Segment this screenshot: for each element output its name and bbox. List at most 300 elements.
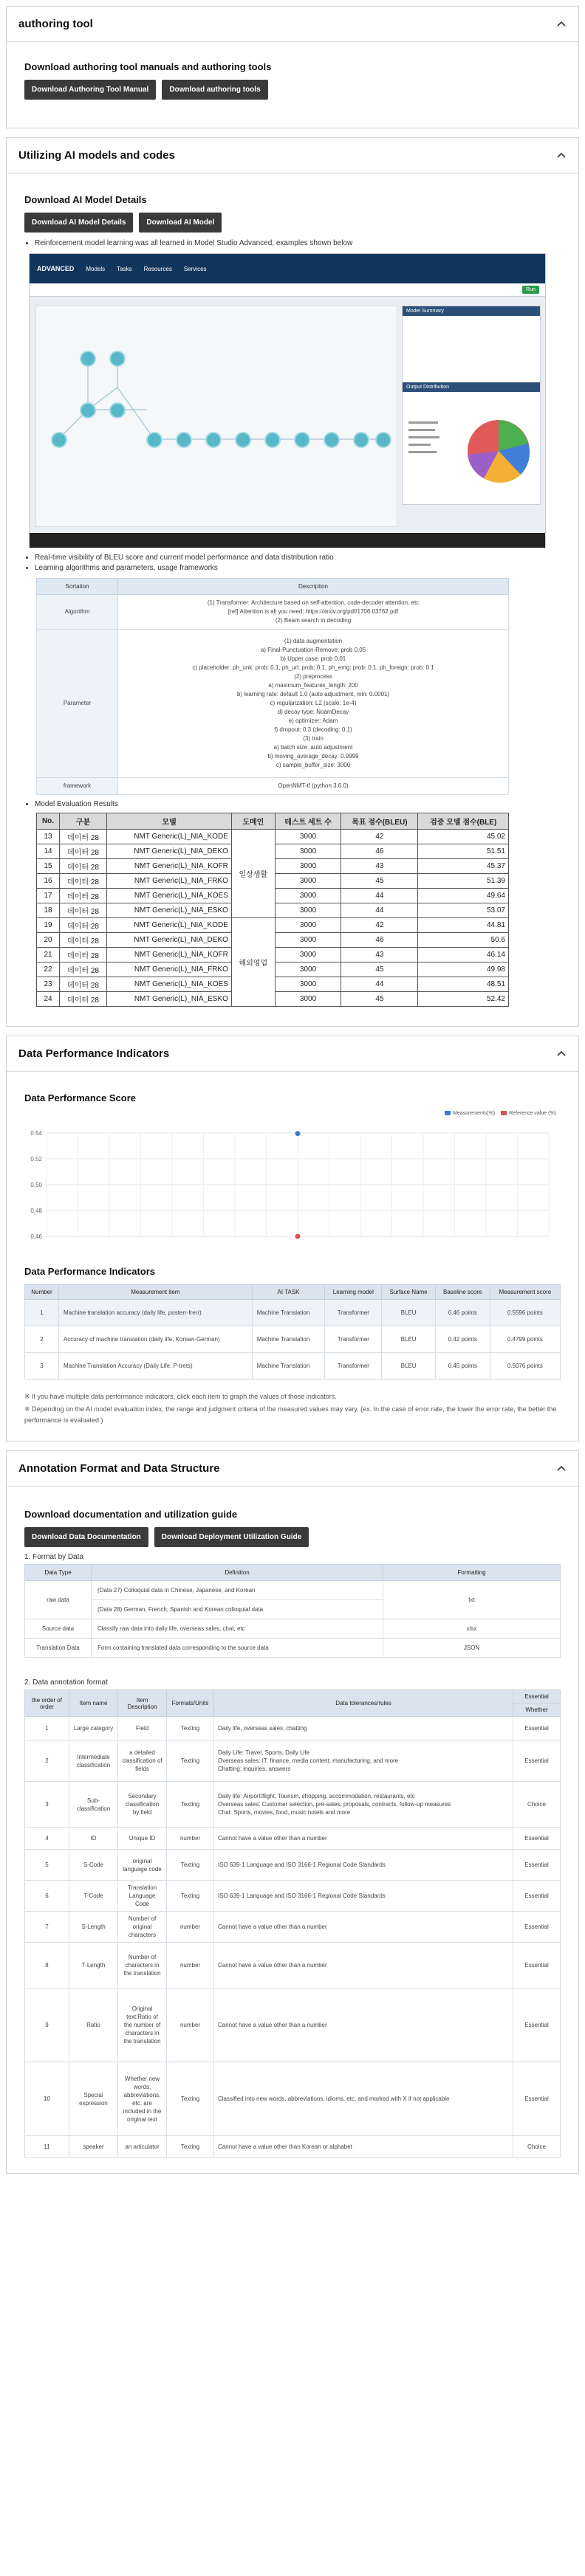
table-cell: Original text:Ratio of the number of characters in the translation <box>118 1988 167 2062</box>
table-cell: 10 <box>25 2062 69 2136</box>
table-cell: Intermediate classification <box>69 1740 118 1782</box>
section-header[interactable] <box>7 7 578 42</box>
table-row <box>37 830 509 844</box>
cell-score: 50.6 <box>418 933 509 948</box>
cell-testset: 3000 <box>275 918 341 933</box>
cell-testset: 3000 <box>275 830 341 844</box>
cell-target: 44 <box>341 977 418 992</box>
chart-legend <box>445 1111 556 1116</box>
table-cell: Large category <box>69 1717 118 1740</box>
table-cell: Transformer <box>325 1300 382 1326</box>
cell-group: 데이터 28 <box>60 948 107 962</box>
col-header: Item Description <box>118 1690 167 1717</box>
cell-score: 53.07 <box>418 903 509 918</box>
table-cell: Essential <box>513 1850 561 1881</box>
table-cell: Essential <box>513 1828 561 1850</box>
table-cell: number <box>167 1912 214 1943</box>
y-tick-label: 0.48 <box>30 1208 42 1214</box>
cell-group: 데이터 28 <box>60 977 107 992</box>
table-cell: Texting <box>167 2062 214 2136</box>
cell-target: 42 <box>341 830 418 844</box>
table-cell: a detailed classification of fields <box>118 1740 167 1782</box>
cell-score: 45.37 <box>418 859 509 874</box>
cell-model: NMT Generic(L)_NIA_FRKO <box>107 962 232 977</box>
cell-domain: 일상생활 <box>231 830 275 918</box>
param-line: c) sample_buffer_size: 3000 <box>276 762 351 768</box>
table-row[interactable] <box>25 1300 561 1326</box>
algo-line: (1) Transformer: Architecture based on self-attention, code-decoder attention, etc <box>207 599 420 606</box>
table-cell: Choice <box>513 2136 561 2158</box>
table-cell: Whether new words, abbreviations, etc. are included in the original text <box>118 2062 167 2136</box>
cell-model: NMT Generic(L)_NIA_DEKO <box>107 844 232 859</box>
table-cell: 0.42 points <box>435 1326 490 1353</box>
table-row <box>25 1881 561 1912</box>
download-ai-model-button[interactable]: Download AI Model <box>139 213 222 233</box>
cell-score: 45.02 <box>418 830 509 844</box>
table-cell: speaker <box>69 2136 118 2158</box>
section-header[interactable] <box>7 138 578 173</box>
cell-group: 데이터 28 <box>60 874 107 889</box>
ai-models-section <box>6 137 579 1027</box>
cell-model: NMT Generic(L)_NIA_KODE <box>107 918 232 933</box>
format-label: 1. Format by Data <box>24 1553 84 1561</box>
table-row <box>25 2136 561 2158</box>
cell-no: 22 <box>37 962 60 977</box>
chevron-up-icon[interactable] <box>556 19 567 30</box>
col-header: 검증 모델 점수(BLE) <box>418 813 509 830</box>
cell-score: 48.51 <box>418 977 509 992</box>
cell-target: 45 <box>341 874 418 889</box>
table-row <box>25 1717 561 1740</box>
col-header: No. <box>37 813 60 830</box>
table-cell: Machine Translation Accuracy (Daily Life, P-trets) <box>58 1353 252 1380</box>
table-cell: Texting <box>167 1740 214 1782</box>
cell-target: 46 <box>341 933 418 948</box>
model-summary-panel <box>402 306 541 505</box>
col-header: Measurement score <box>490 1285 560 1300</box>
reference-point[interactable] <box>295 1234 301 1239</box>
table-cell: Essential <box>513 1717 561 1740</box>
table-row <box>25 1740 561 1782</box>
authoring-tool-section <box>6 6 579 128</box>
col-header: Data Type <box>25 1565 92 1581</box>
cell-no: 17 <box>37 889 60 903</box>
studio-logo: ADVANCED <box>37 265 75 272</box>
cell-group: 데이터 28 <box>60 918 107 933</box>
cell-group: 데이터 28 <box>60 830 107 844</box>
table-cell: S-Code <box>69 1850 118 1881</box>
fmt-type: Translation Data <box>25 1639 92 1658</box>
legend-label: Measurements(%) <box>453 1111 496 1116</box>
col-header: AI TASK <box>252 1285 325 1300</box>
table-cell: Cannot have a value other than a number <box>214 1988 513 2062</box>
pipeline-node <box>80 351 96 367</box>
cell-model: NMT Generic(L)_NIA_ESKO <box>107 992 232 1007</box>
score-title: Data Performance Score <box>24 1092 137 1103</box>
table-cell: 1 <box>25 1717 69 1740</box>
param-line: f) dropout: 0.3 (decoding: 0.1) <box>274 726 352 733</box>
fmt-type: Source data <box>25 1619 92 1639</box>
col-description: Description <box>118 579 509 595</box>
cell-testset: 3000 <box>275 874 341 889</box>
table-cell: Texting <box>167 1782 214 1828</box>
pipeline-node <box>205 432 222 448</box>
table-cell: Transformer <box>325 1353 382 1380</box>
col-header: 구분 <box>60 813 107 830</box>
table-row <box>25 1850 561 1881</box>
table-cell: ISO 639-1 Language and ISO 3166-1 Regional Code Standards <box>214 1850 513 1881</box>
legend-swatch <box>501 1111 507 1115</box>
table-row <box>25 1988 561 2062</box>
pipeline-node <box>80 402 96 419</box>
col-header: Formats/Units <box>167 1690 214 1717</box>
table-row <box>37 918 509 933</box>
chevron-up-icon[interactable] <box>556 1464 567 1474</box>
chart-svg <box>24 1111 556 1251</box>
table-cell: BLEU <box>382 1353 435 1380</box>
cell-model: NMT Generic(L)_NIA_DEKO <box>107 933 232 948</box>
table-cell: ISO 639-1 Language and ISO 3166-1 Regional Code Standards <box>214 1881 513 1912</box>
table-cell: Machine translation accuracy (daily life, posterr-frerr) <box>58 1300 252 1326</box>
y-tick-label: 0.54 <box>30 1130 42 1137</box>
bullet-rl: • Reinforcement model learning was all learned in Model Studio Advanced, examples shown below <box>35 238 561 249</box>
cell-domain: 해외영업 <box>231 918 275 1007</box>
cell-group: 데이터 28 <box>60 992 107 1007</box>
table-cell: Cannot have a value other than a number <box>214 1912 513 1943</box>
table-cell: 7 <box>25 1912 69 1943</box>
download-manual-button[interactable]: Download Authoring Tool Manual <box>24 80 156 100</box>
table-cell: original language code <box>118 1850 167 1881</box>
note-2: ※ Depending on the AI model evaluation index, the range and judgment criteria of the measured values may vary. (ex. In the case of error rate, the lower the error rate, the better the performance is evaluated.) <box>24 1405 557 1424</box>
col-header: 테스트 세트 수 <box>275 813 341 830</box>
y-tick-label: 0.50 <box>30 1182 42 1188</box>
cell-model: NMT Generic(L)_NIA_ESKO <box>107 903 232 918</box>
table-cell: Machine Translation <box>252 1326 325 1353</box>
panel-title: Model Summary <box>403 306 540 316</box>
param-line: b) Upper case: prob 0.01 <box>280 655 346 662</box>
table-cell: 0.45 points <box>435 1353 490 1380</box>
legend-item[interactable] <box>501 1111 556 1116</box>
table-cell: Translation Language Code <box>118 1881 167 1912</box>
cell-target: 45 <box>341 962 418 977</box>
download-ai-details-button[interactable]: Download AI Model Details <box>24 213 133 233</box>
cell-target: 44 <box>341 889 418 903</box>
table-cell: Sub-classification <box>69 1782 118 1828</box>
section-title: Utilizing AI models and codes <box>18 149 175 162</box>
cell-no: 23 <box>37 977 60 992</box>
cell-group: 데이터 28 <box>60 903 107 918</box>
cell-no: 15 <box>37 859 60 874</box>
bullet-bleu: • Real-time visibility of BLEU score and current model performance and data distribution ratio <box>35 553 561 563</box>
indicators-title: Data Performance Indicators <box>24 1266 156 1277</box>
table-cell: Field <box>118 1717 167 1740</box>
fmt-format: JSON <box>383 1639 561 1658</box>
table-cell: Essential <box>513 1943 561 1988</box>
cell-testset: 3000 <box>275 948 341 962</box>
pipeline-node <box>375 432 391 448</box>
measurement-point[interactable] <box>295 1131 301 1136</box>
cell-score: 46.14 <box>418 948 509 962</box>
fmt-format: txt <box>383 1581 561 1619</box>
table-cell: Choice <box>513 1782 561 1828</box>
table-row[interactable] <box>25 1326 561 1353</box>
param-line: e) optimizer: Adam <box>288 717 338 724</box>
col-header: Data tolerances/rules <box>214 1690 513 1717</box>
table-cell: 5 <box>25 1850 69 1881</box>
col-header: Measurement item <box>58 1285 252 1300</box>
legend-swatch <box>445 1111 451 1115</box>
download-guide-button[interactable]: Download Deployment Utilization Guide <box>154 1527 309 1547</box>
table-row <box>25 1943 561 1988</box>
pipeline-node <box>264 432 281 448</box>
fmt-def: (Data 28) German, French, Spanish and Korean colloquial data <box>92 1600 383 1619</box>
section-title: Annotation Format and Data Structure <box>18 1462 220 1475</box>
screenshot-footer <box>30 533 545 548</box>
cell-testset: 3000 <box>275 889 341 903</box>
table-cell: 0.5076 points <box>490 1353 560 1380</box>
y-tick-label: 0.52 <box>30 1156 42 1163</box>
table-cell: Essential <box>513 1988 561 2062</box>
param-line: b) moving_average_decay: 0.9999 <box>267 753 359 760</box>
table-cell: 3 <box>25 1782 69 1828</box>
col-header: the order of order <box>25 1690 69 1717</box>
fw-label: framework <box>37 778 118 795</box>
table-cell: Texting <box>167 1881 214 1912</box>
param-line: a) maximum_features_length: 200 <box>268 682 358 689</box>
col-header: 도메인 <box>231 813 275 830</box>
table-cell: BLEU <box>382 1326 435 1353</box>
fmt-format: xlsx <box>383 1619 561 1639</box>
param-line: a) Final-Punctuation-Remove: prob 0.05 <box>260 647 366 653</box>
table-row <box>25 1782 561 1828</box>
download-doc-button[interactable]: Download Data Documentation <box>24 1527 148 1547</box>
cell-testset: 3000 <box>275 977 341 992</box>
bullet-algo: • Learning algorithms and parameters, usage frameworks <box>35 563 561 574</box>
menu-item: Tasks <box>117 265 132 272</box>
note-1: ※ If you have multiple data performance indicators, click each item to graph the values of those indicators. <box>24 1393 337 1400</box>
table-cell: Essential <box>513 2062 561 2136</box>
section-title: authoring tool <box>18 18 93 30</box>
table-cell: 4 <box>25 1828 69 1850</box>
algo-line: [ref] Attention is all you need: https://arxiv.org/pdf/1706.03762.pdf <box>228 608 399 615</box>
section-header[interactable] <box>7 1451 578 1487</box>
cell-no: 21 <box>37 948 60 962</box>
pipeline-canvas <box>35 306 397 527</box>
panel-dist-title: Output Distribution <box>403 382 540 392</box>
menu-item: Services <box>183 265 207 272</box>
menu-item: Resources <box>143 265 172 272</box>
param-label: Parameter <box>37 630 118 778</box>
pipeline-node <box>324 432 340 448</box>
cell-model: NMT Generic(L)_NIA_KOFR <box>107 859 232 874</box>
cell-testset: 3000 <box>275 903 341 918</box>
table-cell: 1 <box>25 1300 59 1326</box>
table-cell: Daily life, overseas sales, chatting <box>214 1717 513 1740</box>
cell-no: 16 <box>37 874 60 889</box>
cell-target: 43 <box>341 859 418 874</box>
table-cell: 6 <box>25 1881 69 1912</box>
cell-target: 46 <box>341 844 418 859</box>
table-cell: T-Code <box>69 1881 118 1912</box>
cell-score: 49.64 <box>418 889 509 903</box>
cell-no: 20 <box>37 933 60 948</box>
menu-item: Models <box>86 265 106 272</box>
table-cell: 2 <box>25 1326 59 1353</box>
cell-group: 데이터 28 <box>60 889 107 903</box>
cell-testset: 3000 <box>275 844 341 859</box>
legend-label: Reference value (%) <box>509 1111 556 1116</box>
cell-testset: 3000 <box>275 962 341 977</box>
table-cell: BLEU <box>382 1300 435 1326</box>
table-row <box>25 1828 561 1850</box>
cell-target: 44 <box>341 903 418 918</box>
legend-item[interactable] <box>445 1111 495 1116</box>
table-cell: Number of original characters <box>118 1912 167 1943</box>
chevron-up-icon[interactable] <box>556 151 567 161</box>
cell-group: 데이터 28 <box>60 962 107 977</box>
model-evaluation-table <box>36 813 509 1007</box>
param-line: d) decay type: NoamDecay <box>277 709 349 715</box>
fw-value: OpenNMT-tf (python 3.6.0) <box>118 778 509 795</box>
cell-model: NMT Generic(L)_NIA_KOES <box>107 889 232 903</box>
cell-model: NMT Generic(L)_NIA_KOFR <box>107 948 232 962</box>
section-header[interactable] <box>7 1036 578 1072</box>
cell-model: NMT Generic(L)_NIA_FRKO <box>107 874 232 889</box>
table-cell: Essential <box>513 1881 561 1912</box>
cell-no: 14 <box>37 844 60 859</box>
algorithm-table <box>36 578 509 795</box>
table-cell: Classified into new words, abbreviations, idioms, etc. and marked with X if not applicable <box>214 2062 513 2136</box>
param-line: (1) data augmentation <box>284 638 343 644</box>
table-row[interactable] <box>25 1353 561 1380</box>
cell-no: 13 <box>37 830 60 844</box>
table-cell: an articulator <box>118 2136 167 2158</box>
col-header: Formatting <box>383 1565 561 1581</box>
algo-line: (2) Beam search in decoding <box>275 617 352 624</box>
param-desc <box>118 630 509 778</box>
pipeline-node <box>294 432 310 448</box>
param-line: a) batch size: auto adjustment <box>273 744 353 751</box>
fmt-def: Form containing translated data corresponding to the source data <box>92 1639 383 1658</box>
col-header: Learning model <box>325 1285 382 1300</box>
performance-table <box>24 1284 561 1380</box>
fmt-type: raw data <box>25 1581 92 1619</box>
col-header: Number <box>25 1285 59 1300</box>
cell-score: 51.51 <box>418 844 509 859</box>
col-header: Baseline score <box>435 1285 490 1300</box>
cell-testset: 3000 <box>275 992 341 1007</box>
cell-score: 51.39 <box>418 874 509 889</box>
col-header: 목표 점수(BLEU) <box>341 813 418 830</box>
data-performance-section <box>6 1036 579 1442</box>
pipeline-node <box>109 402 126 419</box>
download-tools-button[interactable]: Download authoring tools <box>162 80 267 100</box>
cell-no: 19 <box>37 918 60 933</box>
table-cell: Secondary classification by field <box>118 1782 167 1828</box>
table-cell: S-Length <box>69 1912 118 1943</box>
cell-no: 24 <box>37 992 60 1007</box>
run-badge: Run <box>522 286 539 294</box>
annotation-table <box>24 1690 561 2158</box>
table-cell: ID <box>69 1828 118 1850</box>
cell-group: 데이터 28 <box>60 933 107 948</box>
table-cell: Cannot have a value other than a number <box>214 1943 513 1988</box>
cell-model: NMT Generic(L)_NIA_KODE <box>107 830 232 844</box>
table-cell: Transformer <box>325 1326 382 1353</box>
table-cell: 8 <box>25 1943 69 1988</box>
param-line: c) placeholder: ph_unk: prob: 0.1, ph_url: prob: 0.1, ph_emg: prob: 0.1, ph_foreign: prob: 0.1 <box>192 664 434 671</box>
pipeline-node <box>51 432 67 448</box>
cell-target: 45 <box>341 992 418 1007</box>
algo-label: Algorithm <box>37 595 118 630</box>
subtitle: Download authoring tool manuals and authoring tools <box>24 61 272 72</box>
table-cell: Daily life: Airport/flight, Tourism, shopping, accommodation, restaurants, etc Overseas sales: Customer selection, pre-sales, proposals, contracts, follow-up measures Chat: Sports, movies, food, music hotels and more <box>214 1782 513 1828</box>
table-cell: Ratio <box>69 1988 118 2062</box>
col-sortation: Sortation <box>37 579 118 595</box>
annotation-label: 2. Data annotation format <box>24 1678 108 1687</box>
cell-no: 18 <box>37 903 60 918</box>
distribution-pie <box>403 392 540 503</box>
param-line: c) regularization: L2 (scale: 1e-4) <box>270 700 357 706</box>
cell-model: NMT Generic(L)_NIA_KOES <box>107 977 232 992</box>
table-cell: Accuracy of machine translation (daily life, Korean-German) <box>58 1326 252 1353</box>
table-cell: number <box>167 1988 214 2062</box>
table-cell: T-Length <box>69 1943 118 1988</box>
table-cell: 11 <box>25 2136 69 2158</box>
col-header: Whether <box>513 1704 561 1717</box>
col-header: Essential <box>513 1690 561 1704</box>
cell-group: 데이터 28 <box>60 859 107 874</box>
cell-testset: 3000 <box>275 859 341 874</box>
table-cell: Cannot have a value other than a number <box>214 1828 513 1850</box>
table-cell: number <box>167 1828 214 1850</box>
section-title: Data Performance Indicators <box>18 1047 170 1060</box>
table-cell: Essential <box>513 1912 561 1943</box>
table-cell: Texting <box>167 1717 214 1740</box>
pipeline-node <box>146 432 162 448</box>
col-header: Item name <box>69 1690 118 1717</box>
table-cell: 0.46 points <box>435 1300 490 1326</box>
param-line: (3) train <box>303 735 324 742</box>
fmt-def: (Data 27) Colloquial data in Chinese, Japanese, and Korean <box>92 1581 383 1600</box>
table-cell: Essential <box>513 1740 561 1782</box>
table-cell: Special expression <box>69 2062 118 2136</box>
table-cell: 2 <box>25 1740 69 1782</box>
annotation-section <box>6 1450 579 2174</box>
table-cell: 0.4799 points <box>490 1326 560 1353</box>
cell-score: 49.98 <box>418 962 509 977</box>
table-cell: Daily Life: Travel, Sports, Daily Life Overseas sales: IT, finance, media content, manufacturing, and more Chatting: inquiries, answers <box>214 1740 513 1782</box>
format-table <box>24 1564 561 1658</box>
col-header: Surface Name <box>382 1285 435 1300</box>
table-cell: number <box>167 1943 214 1988</box>
table-cell: Machine Translation <box>252 1353 325 1380</box>
cell-testset: 3000 <box>275 933 341 948</box>
table-row <box>25 1912 561 1943</box>
chevron-up-icon[interactable] <box>556 1049 567 1059</box>
table-cell: Cannot have a value other than Korean or alphabet <box>214 2136 513 2158</box>
table-cell: 3 <box>25 1353 59 1380</box>
subtitle: Download AI Model Details <box>24 194 147 205</box>
table-cell: 0.5596 points <box>490 1300 560 1326</box>
subtitle: Download documentation and utilization guide <box>24 1509 238 1520</box>
fmt-def: Classify raw data into daily life, overseas sales, chat, etc <box>92 1619 383 1639</box>
cell-score: 44.81 <box>418 918 509 933</box>
model-studio-screenshot <box>29 253 546 548</box>
table-cell: Number of characters in the translation <box>118 1943 167 1988</box>
pipeline-node <box>176 432 192 448</box>
param-line: (2) preprocess <box>294 673 332 680</box>
